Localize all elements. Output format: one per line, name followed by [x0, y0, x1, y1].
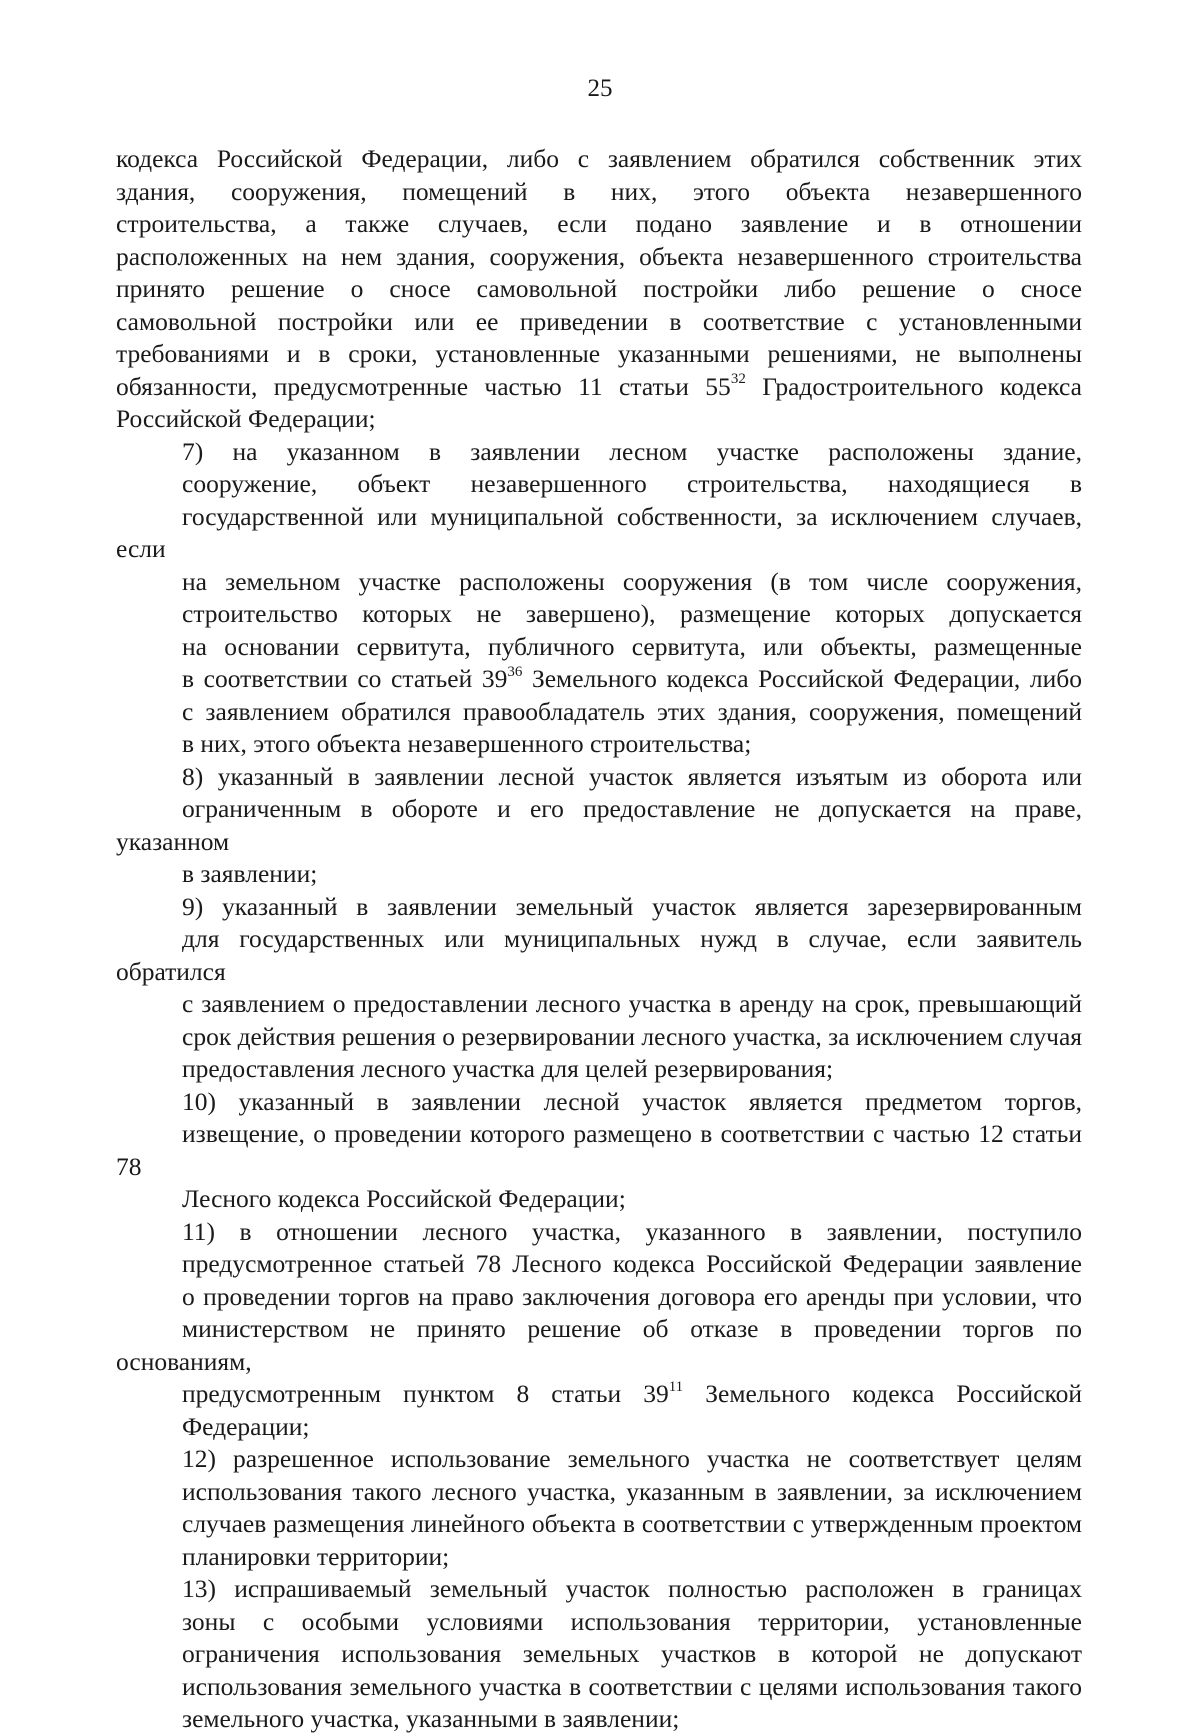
text-run: в соответствии со статьей 39 — [182, 664, 508, 693]
text-run: ограниченным в обороте и его предоставление не допускается на праве, указанном — [116, 794, 1082, 856]
text-run: предусмотренное статьей 78 Лесного кодекса Российской Федерации заявление — [182, 1249, 1082, 1278]
text-line — [116, 1573, 1082, 1606]
text-line — [116, 923, 1082, 988]
text-line — [116, 1086, 1082, 1119]
text-run: 12) разрешенное использование земельного участка не соответствует целям — [182, 1444, 1082, 1473]
text-run: Лесного кодекса Российской Федерации; — [182, 1184, 626, 1213]
text-run: о проведении торгов на право заключения договора его аренды при условии, что — [182, 1281, 1082, 1311]
text-line — [116, 501, 1082, 566]
text-run: срок действия решения о резервировании лесного участка, за исключением случая — [182, 1021, 1082, 1051]
superscript: 36 — [507, 663, 523, 680]
text-line — [116, 1216, 1082, 1249]
superscript: 11 — [668, 1378, 684, 1395]
paragraph-13 — [116, 1573, 1082, 1736]
text-run: на земельном участке расположены сооружения (в том числе сооружения, — [182, 566, 1082, 596]
text-run: здания, сооружения, помещений в них, этого объекта незавершенного — [116, 176, 1082, 206]
text-line — [116, 1606, 1082, 1639]
text-run: Российской Федерации; — [116, 404, 376, 433]
text-line — [116, 176, 1082, 209]
text-line — [116, 306, 1082, 339]
document-body — [116, 143, 1082, 1736]
text-line — [116, 208, 1082, 241]
text-line — [116, 663, 1082, 696]
text-line — [116, 1118, 1082, 1183]
text-run: для государственных или муниципальных нужд в случае, если заявитель обратился — [116, 924, 1082, 986]
text-run: в заявлении; — [182, 859, 318, 888]
text-line — [116, 338, 1082, 371]
paragraph-9 — [116, 891, 1082, 1086]
text-run: земельного участка, указанными в заявлении; — [182, 1704, 680, 1733]
text-line — [116, 631, 1082, 664]
text-run: сооружение, объект незавершенного строительства, находящиеся в — [182, 469, 1082, 498]
text-run: требованиями и в сроки, установленные указанными решениями, не выполнены — [116, 339, 1082, 368]
text-run: 7) на указанном в заявлении лесном участке расположены здание, — [182, 436, 1082, 466]
text-line — [116, 1183, 1082, 1216]
paragraph-10 — [116, 1086, 1082, 1216]
text-line — [116, 1053, 1082, 1086]
superscript: 32 — [730, 371, 746, 387]
text-line — [116, 1021, 1082, 1054]
text-line — [116, 1378, 1082, 1411]
text-run: Федерации; — [182, 1411, 310, 1441]
text-run: Земельного кодекса Российской Федерации, либо — [522, 664, 1082, 693]
text-line — [116, 1541, 1082, 1574]
text-line — [116, 436, 1082, 469]
text-line — [116, 1313, 1082, 1378]
text-line — [116, 1703, 1082, 1736]
text-line — [116, 273, 1082, 306]
text-run: Земельного кодекса Российской — [683, 1379, 1082, 1408]
text-line — [116, 1671, 1082, 1704]
text-run: на основании сервитута, публичного сервитута, или объекты, размещенные — [182, 631, 1082, 661]
text-run: самовольной постройки или ее приведении в соответствие с установленными — [116, 306, 1082, 336]
text-run: извещение, о проведении которого размещено в соответствии с частью 12 статьи 78 — [116, 1119, 1082, 1181]
text-run: 9) указанный в заявлении земельный участок является зарезервированным — [182, 891, 1082, 921]
text-run: строительство которых не завершено), размещение которых допускается — [182, 599, 1082, 628]
paragraph-cont — [116, 143, 1082, 436]
text-run: Градостроительного кодекса — [745, 371, 1082, 401]
text-run: 13) испрашиваемый земельный участок полностью расположен в границах — [182, 1574, 1082, 1603]
text-run: использования земельного участка в соответствии с целями использования такого — [182, 1671, 1082, 1701]
page-number: 25 — [587, 75, 613, 102]
text-run: министерством не принято решение об отказе в проведении торгов по основаниям, — [116, 1314, 1082, 1376]
text-run: 11) в отношении лесного участка, указанного в заявлении, поступило — [182, 1216, 1082, 1246]
text-line — [116, 1248, 1082, 1281]
text-run: планировки территории; — [182, 1541, 450, 1571]
text-run: в них, этого объекта незавершенного строительства; — [182, 729, 752, 758]
text-line — [116, 728, 1082, 761]
paragraph-7 — [116, 436, 1082, 761]
text-line — [116, 241, 1082, 274]
text-line — [116, 858, 1082, 891]
text-run: предоставления лесного участка для целей резервирования; — [182, 1054, 834, 1083]
text-line — [116, 1638, 1082, 1671]
text-run: предусмотренным пунктом 8 статьи 39 — [182, 1379, 669, 1408]
text-run: кодекса Российской Федерации, либо с заявлением обратился собственник этих — [116, 144, 1082, 173]
text-line — [116, 696, 1082, 729]
text-line — [116, 1476, 1082, 1509]
text-line — [116, 988, 1082, 1021]
text-line — [116, 1281, 1082, 1314]
text-line — [116, 468, 1082, 501]
text-line — [116, 143, 1082, 176]
text-line — [116, 403, 1082, 436]
text-run: зоны с особыми условиями использования территории, установленные — [182, 1606, 1082, 1636]
text-run: ограничения использования земельных участков в которой не допускают — [182, 1639, 1082, 1668]
text-line — [116, 761, 1082, 794]
text-run: с заявлением о предоставлении лесного участка в аренду на срок, превышающий — [182, 989, 1082, 1018]
text-line — [116, 598, 1082, 631]
text-run: расположенных на нем здания, сооружения, объекта незавершенного строительства — [116, 241, 1082, 271]
paragraph-8 — [116, 761, 1082, 891]
text-run: случаев размещения линейного объекта в соответствии с утвержденным проектом — [182, 1509, 1082, 1538]
text-line — [116, 1411, 1082, 1444]
text-line — [116, 1443, 1082, 1476]
text-line — [116, 793, 1082, 858]
text-run: государственной или муниципальной собственности, за исключением случаев, если — [116, 501, 1082, 563]
text-run: принято решение о сносе самовольной постройки либо решение о сносе — [116, 274, 1082, 303]
paragraph-12 — [116, 1443, 1082, 1573]
text-run: 10) указанный в заявлении лесной участок является предметом торгов, — [182, 1086, 1082, 1116]
text-line — [116, 566, 1082, 599]
text-run: обязанности, предусмотренные частью 11 статьи 55 — [116, 371, 731, 401]
text-run: строительства, а также случаев, если подано заявление и в отношении — [116, 209, 1082, 238]
text-run: с заявлением обратился правообладатель этих здания, сооружения, помещений — [182, 696, 1082, 726]
paragraph-11 — [116, 1216, 1082, 1444]
text-run: 8) указанный в заявлении лесной участок является изъятым из оборота или — [182, 761, 1082, 791]
text-line — [116, 891, 1082, 924]
text-run: использования такого лесного участка, указанным в заявлении, за исключением — [182, 1476, 1082, 1506]
text-line — [116, 1508, 1082, 1541]
text-line — [116, 371, 1082, 404]
